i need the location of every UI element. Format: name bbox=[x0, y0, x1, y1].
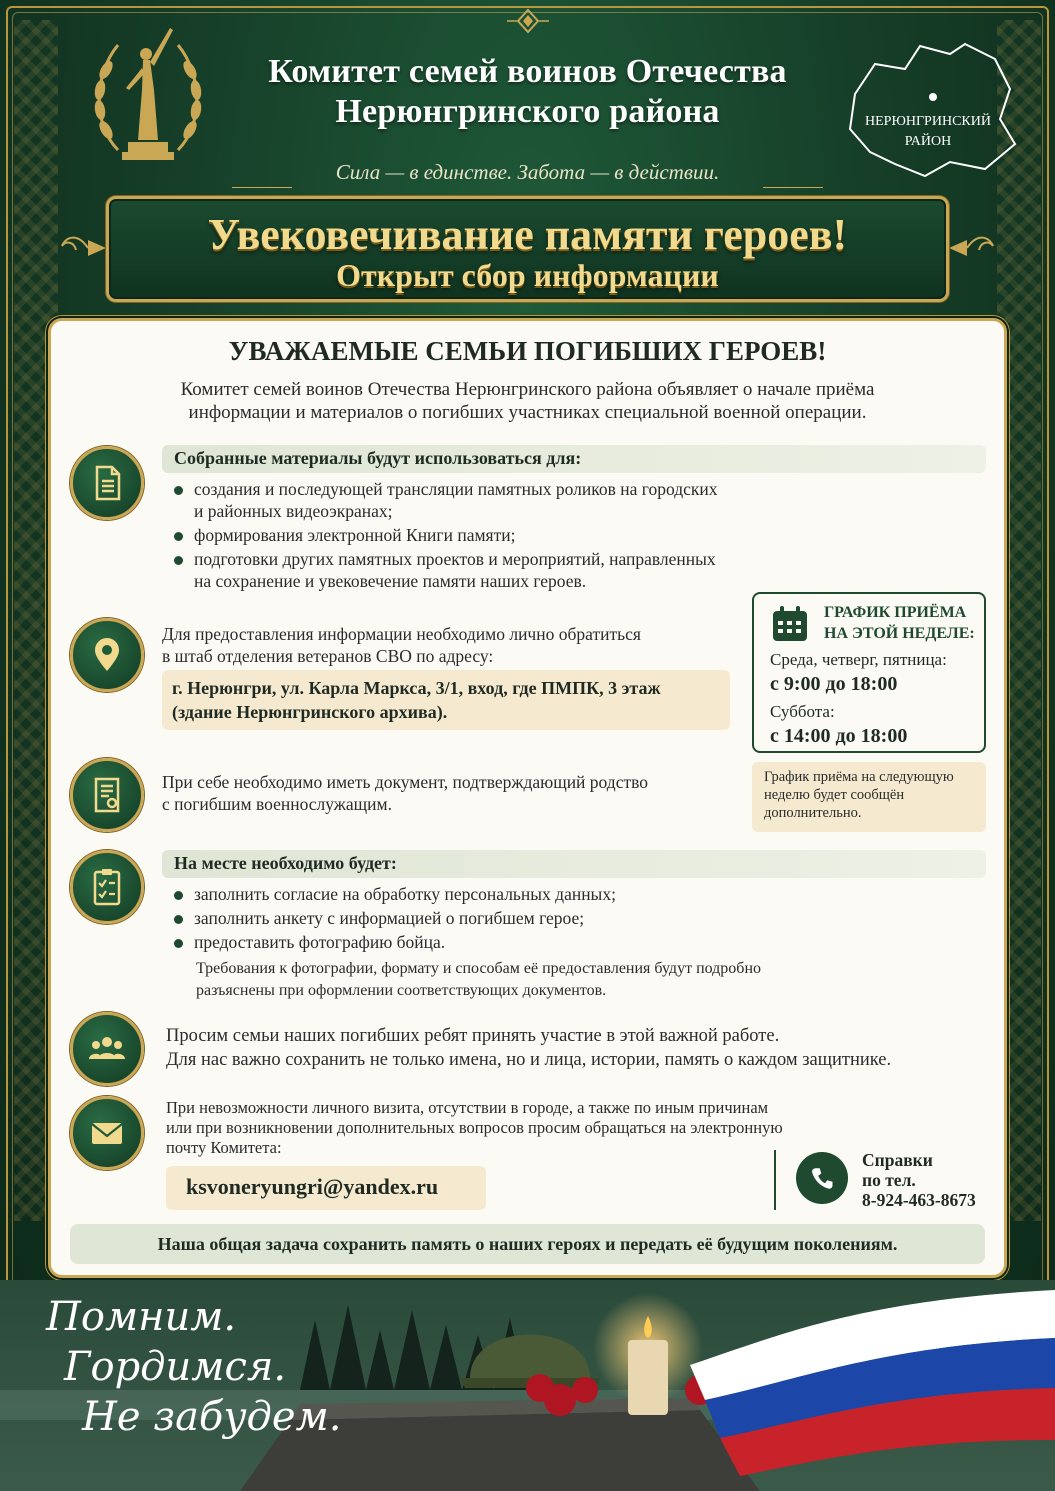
list-item: подготовки других памятных проектов и мероприятий, направленных на сохранение и увековечение памяти наших героев. bbox=[170, 548, 790, 592]
contact-line1: При невозможности личного визита, отсутствии в городе, а также по иным причинам bbox=[166, 1098, 769, 1117]
schedule-time-weekday: с 9:00 до 18:00 bbox=[770, 673, 898, 695]
greeting-heading: УВАЖАЕМЫЕ СЕМЬИ ПОГИБШИХ ГЕРОЕВ! bbox=[228, 336, 827, 366]
materials-list bbox=[170, 478, 790, 594]
list-item: заполнить согласие на обработку персональных данных; bbox=[170, 883, 790, 905]
materials-heading: Собранные материалы будут использоваться для: bbox=[162, 445, 986, 473]
location-line2: в штаб отделения ветеранов СВО по адресу: bbox=[162, 646, 494, 666]
contact-text bbox=[166, 1098, 856, 1158]
list-item: заполнить анкету с информацией о погибшем герое; bbox=[170, 907, 790, 929]
intro-text bbox=[80, 378, 975, 424]
region-label-line1: НЕРЮНГРИНСКИЙ bbox=[865, 114, 991, 129]
location-text bbox=[162, 623, 742, 667]
region-label bbox=[853, 112, 1003, 152]
email-link[interactable]: ksvoneryungri@yandex.ru bbox=[166, 1166, 486, 1210]
phone-info bbox=[862, 1150, 976, 1210]
list-item: формирования электронной Книги памяти; bbox=[170, 524, 790, 546]
schedule-days-saturday: Суббота: bbox=[770, 702, 835, 721]
location-pin-icon bbox=[70, 618, 144, 692]
phone-icon bbox=[796, 1152, 848, 1204]
schedule-title-line1: ГРАФИК ПРИЁМА bbox=[824, 604, 967, 621]
banner-title: Увековечивание памяти героев! bbox=[207, 210, 848, 259]
motto-line2: Гордимся. bbox=[64, 1344, 287, 1390]
motherland-statue-emblem-icon bbox=[88, 20, 208, 170]
appeal-line1: Просим семьи наших погибших ребят принять участие в этой важной работе. bbox=[166, 1026, 780, 1046]
document-text bbox=[162, 771, 742, 815]
slogan-right-line bbox=[763, 187, 823, 188]
common-task-banner: Наша общая задача сохранить память о наших героях и передать её будущим поколениям. bbox=[70, 1224, 985, 1264]
slogan-left-line bbox=[232, 187, 292, 188]
schedule-days-weekday: Среда, четверг, пятница: bbox=[770, 650, 947, 669]
location-line1: Для предоставления информации необходимо лично обратиться bbox=[162, 624, 641, 644]
left-flourish-icon bbox=[58, 228, 108, 268]
header bbox=[0, 0, 1055, 310]
calendar-icon bbox=[770, 604, 810, 644]
checklist-icon bbox=[70, 850, 144, 924]
contact-divider bbox=[774, 1150, 776, 1210]
headline-banner bbox=[106, 196, 949, 302]
appeal-line2: Для нас важно сохранить не только имена, но и лица, истории, память о каждом защитнике. bbox=[166, 1050, 892, 1070]
schedule-box bbox=[752, 592, 986, 753]
next-week-note bbox=[752, 762, 986, 832]
address-box bbox=[162, 670, 730, 730]
region-map-icon bbox=[835, 34, 1025, 184]
memorial-motto bbox=[46, 1292, 341, 1442]
top-diamond-ornament-icon bbox=[505, 8, 551, 34]
note-line2: разъяснены при оформлении соответствующих документов. bbox=[196, 982, 607, 999]
next-note-line2: неделю будет сообщён bbox=[764, 787, 905, 803]
organization-title bbox=[210, 52, 845, 132]
phone-label2: по тел. bbox=[862, 1170, 916, 1190]
list-item: создания и последующей трансляции памятных роликов на городских и районных видеоэкранах; bbox=[170, 478, 790, 522]
right-flourish-icon bbox=[947, 228, 997, 268]
schedule-title bbox=[824, 602, 975, 644]
contact-line3: почту Комитета: bbox=[166, 1138, 282, 1157]
intro-line1: Комитет семей воинов Отечества Нерюнгринского района объявляет о начале приёма bbox=[180, 379, 875, 400]
schedule-time-saturday: с 14:00 до 18:00 bbox=[770, 725, 908, 747]
people-group-icon bbox=[70, 1012, 144, 1086]
schedule-title-line2: НА ЭТОЙ НЕДЕЛЕ: bbox=[824, 625, 975, 642]
intro-line2: информации и материалов о погибших участниках специальной военной операции. bbox=[188, 402, 867, 423]
phone-number[interactable]: 8-924-463-8673 bbox=[862, 1190, 976, 1210]
org-title-line1: Комитет семей воинов Отечества bbox=[268, 53, 787, 90]
document-icon bbox=[70, 446, 144, 520]
note-line1: Требования к фотографии, формату и способам её предоставления будут подробно bbox=[196, 960, 762, 977]
address-line2: (здание Нерюнгринского архива). bbox=[172, 702, 448, 722]
motto-line3: Не забудем. bbox=[82, 1394, 342, 1440]
list-item: предоставить фотографию бойца. bbox=[170, 931, 790, 953]
appeal-text bbox=[166, 1024, 996, 1072]
phone-label1: Справки bbox=[862, 1150, 933, 1170]
next-note-line3: дополнительно. bbox=[764, 805, 862, 821]
envelope-icon bbox=[70, 1096, 144, 1170]
contact-line2: или при возникновении дополнительных вопросов просим обращаться на электронную bbox=[166, 1118, 783, 1137]
motto-line1: Помним. bbox=[46, 1294, 237, 1340]
certificate-icon bbox=[70, 758, 144, 832]
document-line2: с погибшим военнослужащим. bbox=[162, 794, 392, 814]
photo-requirements-note bbox=[196, 958, 896, 1002]
org-title-line2: Нерюнгринского района bbox=[335, 93, 720, 130]
next-note-line1: График приёма на следующую bbox=[764, 769, 954, 785]
address-line1: г. Нерюнгри, ул. Карла Маркса, 3/1, вход, где ПМПК, 3 этаж bbox=[172, 678, 661, 698]
banner-subtitle: Открыт сбор информации bbox=[336, 257, 719, 293]
onsite-heading: На месте необходимо будет: bbox=[162, 850, 986, 878]
region-label-line2: РАЙОН bbox=[904, 134, 952, 149]
onsite-list bbox=[170, 883, 790, 955]
document-line1: При себе необходимо иметь документ, подтверждающий родство bbox=[162, 772, 649, 792]
slogan: Сила — в единстве. Забота — в действии. bbox=[335, 160, 720, 184]
